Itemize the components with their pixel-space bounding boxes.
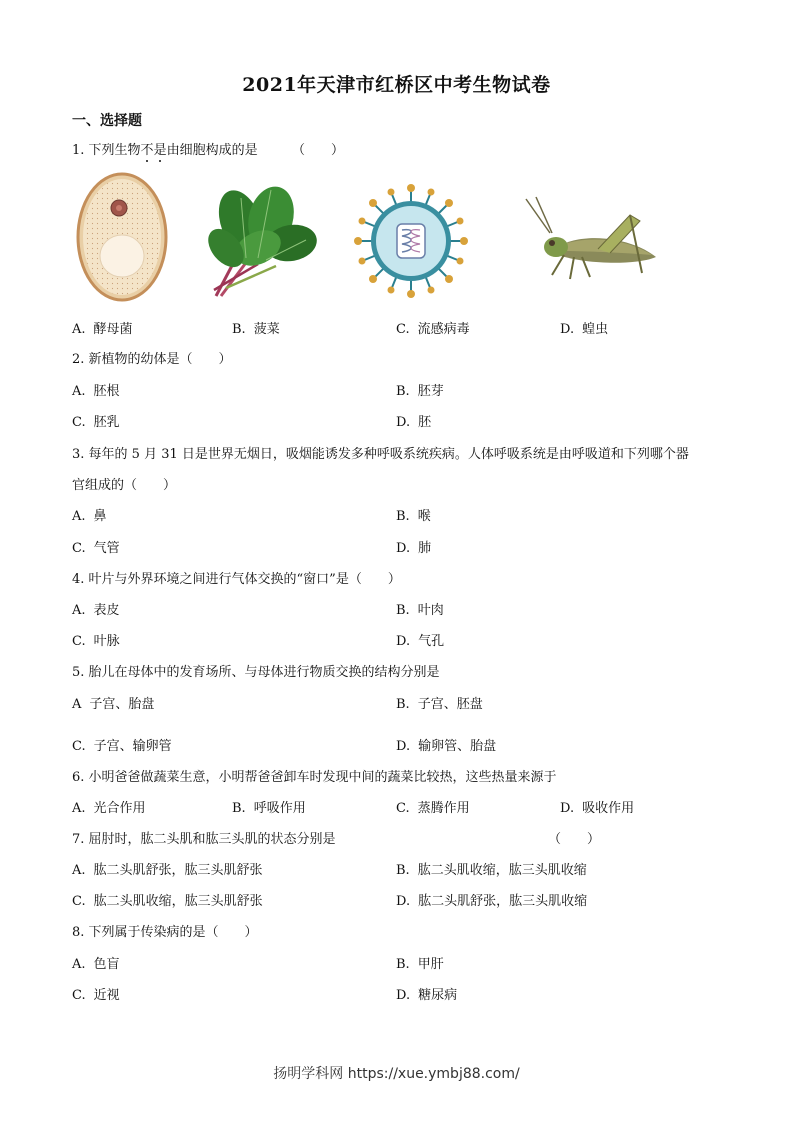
option-c[interactable]: C. 叶脉	[72, 634, 120, 649]
option-c[interactable]: C. 流感病毒	[396, 322, 470, 337]
question-8-stem: 8. 下列属于传染病的是（ ）	[72, 925, 258, 940]
spinach-image	[196, 178, 326, 300]
emphasis-char: 不	[140, 143, 154, 158]
option-b[interactable]: B. 胚芽	[396, 384, 444, 399]
option-c[interactable]: C. 气管	[72, 541, 120, 556]
option-d[interactable]: D. 吸收作用	[560, 801, 635, 816]
option-d[interactable]: D. 输卵管、胎盘	[396, 739, 497, 754]
question-5-stem: 5. 胎儿在母体中的发育场所、与母体进行物质交换的结构分别是	[72, 665, 440, 680]
question-7-stem: 7. 屈肘时，肱二头肌和肱三头肌的状态分别是	[72, 832, 336, 847]
option-d[interactable]: D. 蝗虫	[560, 322, 609, 337]
footer-watermark: 扬明学科网 https://xue.ymbj88.com/	[273, 1066, 520, 1082]
option-b[interactable]: B. 呼吸作用	[232, 801, 306, 816]
option-a[interactable]: A. 表皮	[72, 603, 120, 618]
page-title: 2021年天津市红桥区中考生物试卷	[242, 74, 551, 96]
option-a[interactable]: A. 光合作用	[72, 801, 146, 816]
influenza-virus-image	[354, 184, 468, 298]
question-3-stem: 3. 每年的 5 月 31 日是世界无烟日，吸烟能诱发多种呼吸系统疾病。人体呼吸系统是由呼吸道和下列哪个器	[72, 447, 689, 462]
option-d[interactable]: D. 肺	[396, 541, 432, 556]
option-c[interactable]: C. 子宫、输卵管	[72, 739, 172, 754]
option-c[interactable]: C. 近视	[72, 988, 120, 1003]
option-c[interactable]: C. 肱二头肌收缩，肱三头肌舒张	[72, 894, 263, 909]
option-a[interactable]: A 子宫、胎盘	[72, 697, 155, 712]
question-1-paren: （ ）	[292, 143, 345, 158]
option-b[interactable]: B. 肱二头肌收缩，肱三头肌收缩	[396, 863, 587, 878]
option-d[interactable]: D. 胚	[396, 415, 432, 430]
section-heading: 一、选择题	[72, 113, 142, 129]
option-d[interactable]: D. 肱二头肌舒张，肱三头肌收缩	[396, 894, 588, 909]
option-b[interactable]: B. 子宫、胚盘	[396, 697, 483, 712]
question-7-paren: （ ）	[548, 832, 601, 847]
option-d[interactable]: D. 糖尿病	[396, 988, 458, 1003]
option-b[interactable]: B. 甲肝	[396, 957, 444, 972]
question-3-stem-cont: 官组成的（ ）	[72, 478, 177, 493]
question-1-stem: 1. 下列生物不是由细胞构成的是	[72, 143, 258, 158]
question-4-stem: 4. 叶片与外界环境之间进行气体交换的“窗口”是（ ）	[72, 572, 401, 587]
option-c[interactable]: C. 胚乳	[72, 415, 120, 430]
option-b[interactable]: B. 菠菜	[232, 322, 280, 337]
option-b[interactable]: B. 叶肉	[396, 603, 444, 618]
option-a[interactable]: A. 色盲	[72, 957, 120, 972]
option-d[interactable]: D. 气孔	[396, 634, 445, 649]
yeast-cell-image	[76, 172, 168, 302]
question-6-stem: 6. 小明爸爸做蔬菜生意，小明帮爸爸卸车时发现中间的蔬菜比较热，这些热量来源于	[72, 770, 557, 785]
option-a[interactable]: A. 鼻	[72, 509, 107, 524]
grasshopper-image	[518, 195, 664, 287]
option-a[interactable]: A. 酵母菌	[72, 322, 133, 337]
option-a[interactable]: A. 肱二头肌舒张，肱三头肌舒张	[72, 863, 263, 878]
option-a[interactable]: A. 胚根	[72, 384, 120, 399]
option-c[interactable]: C. 蒸腾作用	[396, 801, 470, 816]
emphasis-char: 是	[153, 143, 167, 158]
option-b[interactable]: B. 喉	[396, 509, 431, 524]
question-2-stem: 2. 新植物的幼体是（ ）	[72, 352, 232, 367]
